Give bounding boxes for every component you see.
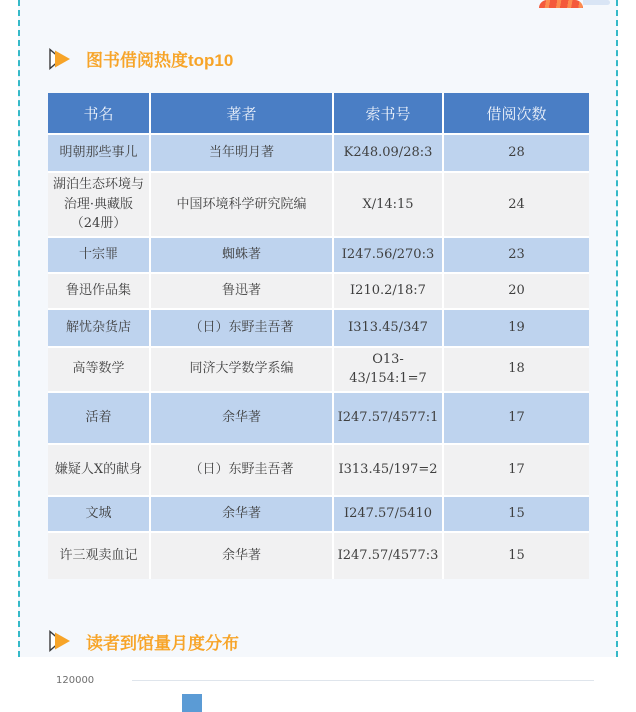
table-row xyxy=(48,273,589,309)
cell-borrow-count: 28 xyxy=(443,134,589,172)
cell-call-number: I247.56/270:3 xyxy=(333,237,443,273)
section-header-top10 xyxy=(48,46,616,71)
table-row xyxy=(48,237,589,273)
table-row xyxy=(48,392,589,444)
cell-book-title: 许三观卖血记 xyxy=(48,532,150,579)
monthly-visits-chart xyxy=(48,672,612,712)
cell-author: （日）东野圭吾著 xyxy=(150,444,333,496)
cell-book-title: 鲁迅作品集 xyxy=(48,273,150,309)
cell-book-title: 解忧杂货店 xyxy=(48,309,150,347)
cell-borrow-count: 23 xyxy=(443,237,589,273)
cell-author: （日）东野圭吾著 xyxy=(150,309,333,347)
table-row xyxy=(48,444,589,496)
cell-call-number: I247.57/4577:3 xyxy=(333,532,443,579)
cell-author: 蜘蛛著 xyxy=(150,237,333,273)
table-row xyxy=(48,496,589,532)
cell-author: 余华著 xyxy=(150,532,333,579)
top10-table xyxy=(48,93,589,579)
page-frame xyxy=(18,0,618,686)
cell-call-number: I247.57/5410 xyxy=(333,496,443,532)
column-header: 借阅次数 xyxy=(443,93,589,134)
cell-author: 中国环境科学研究院编 xyxy=(150,172,333,237)
column-header: 索书号 xyxy=(333,93,443,134)
column-header: 书名 xyxy=(48,93,150,134)
cell-call-number: I313.45/347 xyxy=(333,309,443,347)
table-body xyxy=(48,134,589,579)
gridline xyxy=(132,680,594,681)
cell-call-number: X/14:15 xyxy=(333,172,443,237)
cell-borrow-count: 17 xyxy=(443,392,589,444)
section-title-top10: 图书借阅热度top10 xyxy=(86,51,234,70)
cell-call-number: K248.09/28:3 xyxy=(333,134,443,172)
cell-author: 余华著 xyxy=(150,392,333,444)
cell-book-title: 高等数学 xyxy=(48,347,150,392)
cell-author: 同济大学数学系编 xyxy=(150,347,333,392)
table-row xyxy=(48,532,589,579)
blue-book-shape xyxy=(583,0,610,5)
play-arrow-icon xyxy=(48,630,72,652)
orange-book-shape xyxy=(539,0,583,8)
cell-book-title: 嫌疑人X的献身 xyxy=(48,444,150,496)
cell-author: 余华著 xyxy=(150,496,333,532)
table-row xyxy=(48,172,589,237)
cell-call-number: I210.2/18:7 xyxy=(333,273,443,309)
section-title-monthly: 读者到馆量月度分布 xyxy=(86,633,239,653)
cell-call-number: I247.57/4577:1 xyxy=(333,392,443,444)
cell-author: 当年明月著 xyxy=(150,134,333,172)
column-header: 著者 xyxy=(150,93,333,134)
cell-book-title: 文城 xyxy=(48,496,150,532)
y-axis-tick-label: 120000 xyxy=(56,674,95,686)
table-row xyxy=(48,134,589,172)
cell-author: 鲁迅著 xyxy=(150,273,333,309)
cell-book-title: 活着 xyxy=(48,392,150,444)
table-row xyxy=(48,347,589,392)
top-right-illustration xyxy=(539,0,610,8)
cell-book-title: 十宗罪 xyxy=(48,237,150,273)
cell-borrow-count: 18 xyxy=(443,347,589,392)
bar xyxy=(182,694,202,712)
table-row xyxy=(48,309,589,347)
cell-borrow-count: 15 xyxy=(443,496,589,532)
cell-book-title: 湖泊生态环境与治理·典藏版（24册） xyxy=(48,172,150,237)
cell-call-number: O13-43/154:1=7 xyxy=(333,347,443,392)
play-arrow-icon xyxy=(48,48,72,70)
section-header-monthly xyxy=(48,629,616,654)
cell-borrow-count: 19 xyxy=(443,309,589,347)
cell-book-title: 明朝那些事儿 xyxy=(48,134,150,172)
cell-borrow-count: 15 xyxy=(443,532,589,579)
table-head xyxy=(48,93,589,134)
cell-call-number: I313.45/197=2 xyxy=(333,444,443,496)
cell-borrow-count: 20 xyxy=(443,273,589,309)
cell-borrow-count: 24 xyxy=(443,172,589,237)
content-area xyxy=(20,46,616,712)
cell-borrow-count: 17 xyxy=(443,444,589,496)
